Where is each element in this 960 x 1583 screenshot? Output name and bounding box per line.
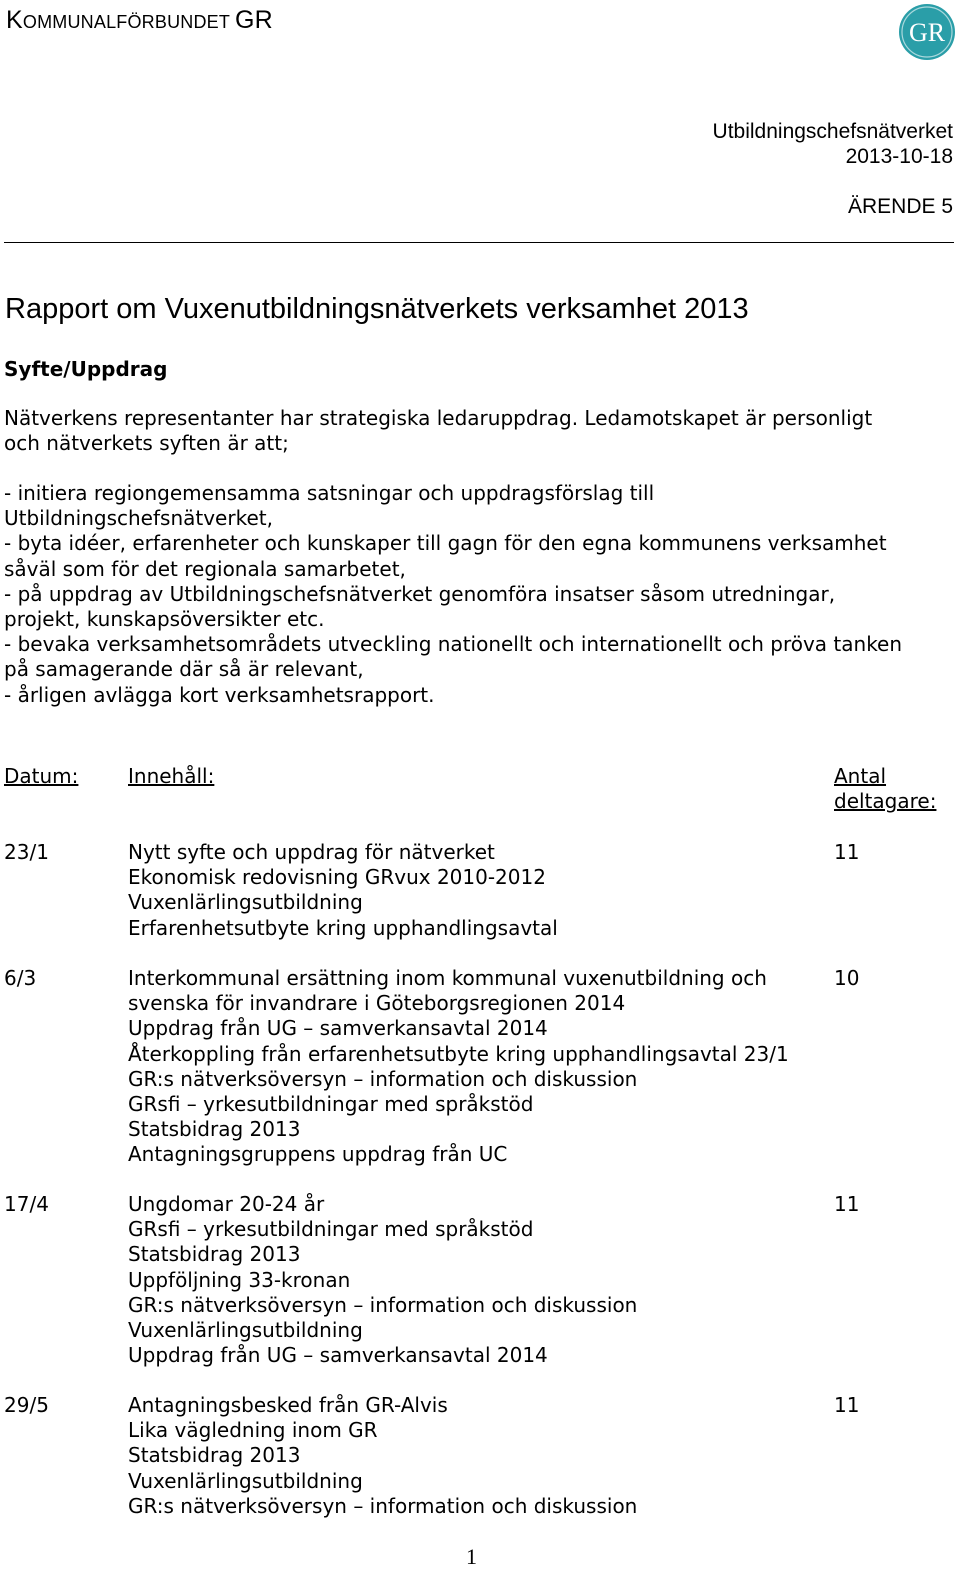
content-item: Uppföljning 33-kronan — [128, 1267, 351, 1292]
content-item: GRsfi – yrkesutbildningar med språkstöd — [128, 1092, 534, 1117]
content-item: Antagningsgruppens uppdrag från UC — [128, 1142, 508, 1167]
content-item: GR:s nätverksöversyn – information och diskussion — [128, 1066, 638, 1091]
content-item: GR:s nätverksöversyn – information och diskussion — [128, 1292, 638, 1317]
content-item: Statsbidrag 2013 — [128, 1117, 301, 1142]
purpose-line: - på uppdrag av Utbildningschefsnätverket genomföra insatser såsom utredningar, — [4, 581, 836, 606]
purpose-line: - byta idéer, erfarenheter och kunskaper till gagn för den egna kommunens verksamhet — [4, 531, 887, 556]
org-name-rest: OMMUNALFÖRBUNDET — [22, 12, 230, 32]
content-item: Nytt syfte och uppdrag för nätverket — [128, 840, 495, 864]
intro-line: Nätverkens representanter har strategiska ledaruppdrag. Ledamotskapet är personligt — [4, 406, 873, 430]
column-header-date: Datum: — [4, 764, 79, 788]
purpose-line: såväl som för det regionala samarbetet, — [4, 556, 406, 581]
row-date: 29/5 — [4, 1393, 49, 1417]
agenda-item: ÄRENDE 5 — [847, 195, 953, 218]
header-divider — [4, 242, 954, 243]
content-item: svenska för invandrare i Göteborgsregionen 2014 — [128, 991, 626, 1016]
org-name-initial: K — [6, 6, 23, 34]
content-item: Uppdrag från UG – samverkansavtal 2014 — [128, 1343, 548, 1368]
organization-name — [6, 6, 273, 35]
content-item: Ungdomar 20-24 år — [128, 1192, 325, 1216]
row-content — [128, 1393, 637, 1519]
row-date: 17/4 — [4, 1192, 49, 1216]
content-item: Vuxenlärlingsutbildning — [128, 1468, 363, 1493]
column-header-count — [834, 764, 936, 814]
column-header-count-line1: Antal — [834, 764, 887, 788]
row-count: 11 — [834, 1393, 860, 1417]
purpose-list — [4, 481, 954, 708]
row-content — [128, 1192, 637, 1368]
purpose-line: - årligen avlägga kort verksamhetsrapport. — [4, 682, 435, 707]
purpose-line: - bevaka verksamhetsområdets utveckling nationellt och internationellt och pröva tanken — [4, 632, 903, 657]
page-number: 1 — [466, 1544, 477, 1569]
logo-text: GR — [908, 18, 946, 47]
gr-logo-icon — [898, 3, 956, 61]
network-name: Utbildningschefsnätverket — [712, 120, 953, 143]
row-count: 11 — [834, 1192, 860, 1216]
intro-paragraph — [4, 406, 954, 456]
content-item: Statsbidrag 2013 — [128, 1242, 301, 1267]
content-item: Antagningsbesked från GR-Alvis — [128, 1393, 448, 1417]
content-item: Statsbidrag 2013 — [128, 1443, 301, 1468]
row-count: 10 — [834, 966, 860, 990]
purpose-line: projekt, kunskapsöversikter etc. — [4, 607, 325, 632]
column-header-content: Innehåll: — [128, 764, 215, 788]
content-item: Uppdrag från UG – samverkansavtal 2014 — [128, 1016, 548, 1041]
row-date: 23/1 — [4, 840, 49, 864]
content-item: Interkommunal ersättning inom kommunal vuxenutbildning och — [128, 966, 767, 990]
row-date: 6/3 — [4, 966, 37, 990]
intro-line: och nätverkets syften är att; — [4, 431, 289, 456]
content-item: GR:s nätverksöversyn – information och diskussion — [128, 1493, 638, 1518]
content-item: Lika vägledning inom GR — [128, 1418, 378, 1443]
content-item: Återkoppling från erfarenhetsutbyte kring upphandlingsavtal 23/1 — [128, 1041, 789, 1066]
row-content — [128, 840, 558, 941]
purpose-line: - initiera regiongemensamma satsningar och uppdragsförslag till — [4, 481, 655, 505]
content-item: Vuxenlärlingsutbildning — [128, 1318, 363, 1343]
page-title: Rapport om Vuxenutbildningsnätverkets verksamhet 2013 — [5, 293, 749, 325]
purpose-line: Utbildningschefsnätverket, — [4, 506, 273, 531]
document-date: 2013-10-18 — [845, 145, 953, 168]
content-item: Ekonomisk redovisning GRvux 2010-2012 — [128, 865, 546, 890]
column-header-count-line2: deltagare: — [834, 789, 937, 814]
row-content — [128, 966, 789, 1168]
content-item: Erfarenhetsutbyte kring upphandlingsavtal — [128, 915, 558, 940]
section-heading: Syfte/Uppdrag — [4, 357, 168, 381]
content-item: GRsfi – yrkesutbildningar med språkstöd — [128, 1217, 534, 1242]
content-item: Vuxenlärlingsutbildning — [128, 890, 363, 915]
row-count: 11 — [834, 840, 860, 864]
org-name-suffix: GR — [234, 6, 273, 34]
purpose-line: på samagerande där så är relevant, — [4, 657, 364, 682]
